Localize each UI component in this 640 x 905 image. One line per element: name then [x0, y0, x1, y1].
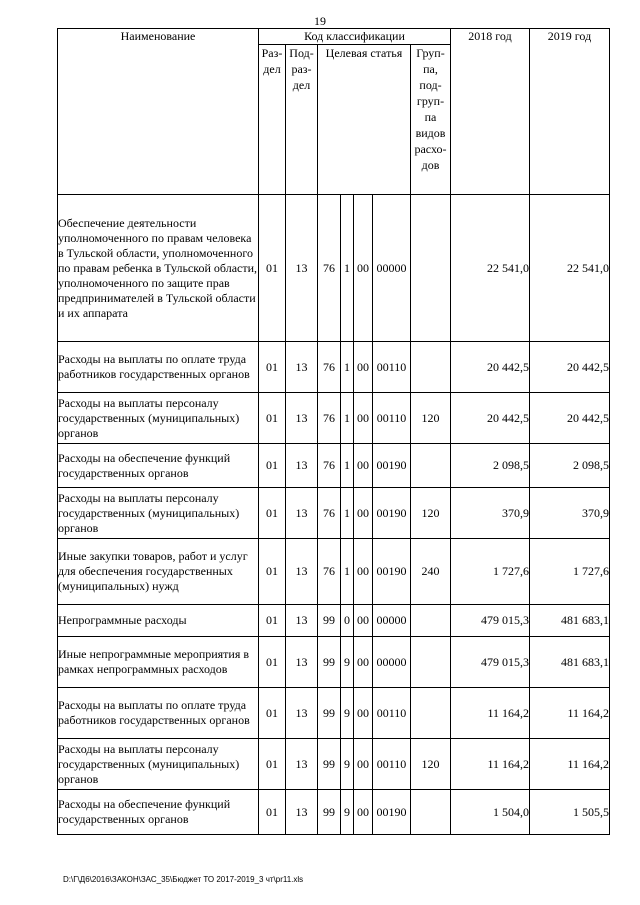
row-name: Расходы на выплаты персоналу государственных (муниципальных) органов: [58, 393, 259, 444]
row-expense-group: [411, 444, 451, 488]
row-target-program: 99: [318, 637, 341, 688]
row-podrazdel: 13: [286, 688, 318, 739]
row-target-direction: 00: [354, 688, 373, 739]
row-target-program: 76: [318, 539, 341, 605]
row-amount-2019: 1 505,5: [530, 790, 610, 835]
row-target-subprogram: 9: [341, 790, 354, 835]
row-amount-2019: 11 164,2: [530, 739, 610, 790]
row-podrazdel: 13: [286, 739, 318, 790]
row-amount-2018: 2 098,5: [451, 444, 530, 488]
row-target-subprogram: 9: [341, 739, 354, 790]
row-target-program: 99: [318, 605, 341, 637]
row-amount-2018: 11 164,2: [451, 688, 530, 739]
row-expense-group: [411, 790, 451, 835]
table-row: [58, 488, 610, 539]
table-row: [58, 637, 610, 688]
row-target-subprogram: 1: [341, 393, 354, 444]
row-amount-2019: 22 541,0: [530, 195, 610, 342]
row-target-direction: 00: [354, 790, 373, 835]
row-razdel: 01: [259, 488, 286, 539]
row-podrazdel: 13: [286, 393, 318, 444]
row-amount-2019: 1 727,6: [530, 539, 610, 605]
row-target-program: 76: [318, 393, 341, 444]
row-target-program: 76: [318, 195, 341, 342]
header-code-classification: Код классификации: [259, 29, 451, 45]
row-amount-2019: 11 164,2: [530, 688, 610, 739]
header-razdel: Раз- дел: [259, 45, 286, 195]
row-target-direction: 00: [354, 637, 373, 688]
row-name: Расходы на обеспечение функций государственных органов: [58, 790, 259, 835]
row-expense-group: 120: [411, 739, 451, 790]
row-amount-2018: 479 015,3: [451, 637, 530, 688]
row-target-subprogram: 9: [341, 637, 354, 688]
row-target-direction: 00: [354, 488, 373, 539]
row-amount-2018: 11 164,2: [451, 739, 530, 790]
row-amount-2019: 20 442,5: [530, 342, 610, 393]
row-amount-2018: 1 504,0: [451, 790, 530, 835]
row-amount-2018: 22 541,0: [451, 195, 530, 342]
row-name: Расходы на выплаты персоналу государственных (муниципальных) органов: [58, 488, 259, 539]
row-expense-group: [411, 688, 451, 739]
row-amount-2019: 481 683,1: [530, 637, 610, 688]
row-podrazdel: 13: [286, 488, 318, 539]
row-amount-2019: 2 098,5: [530, 444, 610, 488]
header-podrazdel: Под- раз- дел: [286, 45, 318, 195]
row-target-program: 99: [318, 790, 341, 835]
row-target-code: 00190: [373, 488, 411, 539]
row-target-code: 00000: [373, 637, 411, 688]
row-amount-2018: 20 442,5: [451, 393, 530, 444]
row-name: Иные закупки товаров, работ и услуг для обеспечения государственных (муниципальных) нужд: [58, 539, 259, 605]
row-razdel: 01: [259, 739, 286, 790]
row-expense-group: 120: [411, 393, 451, 444]
row-target-code: 00190: [373, 790, 411, 835]
row-target-code: 00000: [373, 195, 411, 342]
header-target-article: Целевая статья: [318, 45, 411, 195]
row-podrazdel: 13: [286, 195, 318, 342]
row-target-direction: 00: [354, 393, 373, 444]
row-amount-2019: 370,9: [530, 488, 610, 539]
row-amount-2018: 479 015,3: [451, 605, 530, 637]
row-target-program: 99: [318, 688, 341, 739]
row-target-program: 76: [318, 488, 341, 539]
page-number: 19: [314, 14, 326, 28]
row-expense-group: 120: [411, 488, 451, 539]
row-podrazdel: 13: [286, 444, 318, 488]
table-row: [58, 195, 610, 342]
row-target-code: 00110: [373, 739, 411, 790]
row-amount-2019: 20 442,5: [530, 393, 610, 444]
table-row: [58, 342, 610, 393]
row-target-subprogram: 1: [341, 444, 354, 488]
row-target-subprogram: 1: [341, 539, 354, 605]
row-amount-2018: 20 442,5: [451, 342, 530, 393]
row-razdel: 01: [259, 790, 286, 835]
row-name: Иные непрограммные мероприятия в рамках непрограммных расходов: [58, 637, 259, 688]
table-row: [58, 444, 610, 488]
row-target-direction: 00: [354, 739, 373, 790]
header-year-2019: 2019 год: [530, 29, 610, 195]
row-name: Расходы на выплаты персоналу государственных (муниципальных) органов: [58, 739, 259, 790]
row-target-direction: 00: [354, 195, 373, 342]
row-target-subprogram: 1: [341, 342, 354, 393]
row-podrazdel: 13: [286, 637, 318, 688]
row-target-code: 00190: [373, 444, 411, 488]
row-razdel: 01: [259, 393, 286, 444]
row-target-subprogram: 1: [341, 195, 354, 342]
row-razdel: 01: [259, 637, 286, 688]
budget-table: [57, 28, 610, 835]
row-expense-group: [411, 342, 451, 393]
row-expense-group: 240: [411, 539, 451, 605]
table-row: [58, 688, 610, 739]
row-razdel: 01: [259, 195, 286, 342]
table-row: [58, 790, 610, 835]
table-row: [58, 539, 610, 605]
row-target-subprogram: 1: [341, 488, 354, 539]
row-razdel: 01: [259, 342, 286, 393]
row-target-program: 76: [318, 444, 341, 488]
row-razdel: 01: [259, 539, 286, 605]
row-razdel: 01: [259, 444, 286, 488]
table-row: [58, 393, 610, 444]
row-expense-group: [411, 637, 451, 688]
row-target-direction: 00: [354, 444, 373, 488]
table-row: [58, 605, 610, 637]
row-target-program: 76: [318, 342, 341, 393]
table-row: [58, 739, 610, 790]
row-target-direction: 00: [354, 539, 373, 605]
row-podrazdel: 13: [286, 539, 318, 605]
row-amount-2019: 481 683,1: [530, 605, 610, 637]
row-name: Расходы на выплаты по оплате труда работников государственных органов: [58, 342, 259, 393]
row-target-program: 99: [318, 739, 341, 790]
row-name: Расходы на выплаты по оплате труда работников государственных органов: [58, 688, 259, 739]
row-target-code: 00190: [373, 539, 411, 605]
row-target-direction: 00: [354, 342, 373, 393]
row-podrazdel: 13: [286, 790, 318, 835]
row-podrazdel: 13: [286, 342, 318, 393]
row-name: Расходы на обеспечение функций государственных органов: [58, 444, 259, 488]
row-expense-group: [411, 605, 451, 637]
row-razdel: 01: [259, 605, 286, 637]
row-target-subprogram: 9: [341, 688, 354, 739]
row-amount-2018: 370,9: [451, 488, 530, 539]
row-target-code: 00110: [373, 342, 411, 393]
row-name: Непрограммные расходы: [58, 605, 259, 637]
header-name: Наименование: [58, 29, 259, 195]
footer-file-path: D:\Г\Д6\2016\ЗАКОН\ЗАС_35\Бюджет ТО 2017-2019_3 чт\pr11.xls: [63, 875, 304, 884]
row-target-subprogram: 0: [341, 605, 354, 637]
row-expense-group: [411, 195, 451, 342]
row-razdel: 01: [259, 688, 286, 739]
row-target-code: 00000: [373, 605, 411, 637]
row-target-direction: 00: [354, 605, 373, 637]
header-year-2018: 2018 год: [451, 29, 530, 195]
row-target-code: 00110: [373, 688, 411, 739]
row-name: Обеспечение деятельности уполномоченного по правам человека в Тульской области, уполномоченного по правам ребенка в Тульской области, уполномоченного по защите прав предпринимателей в Тульской области и их аппарата: [58, 195, 259, 342]
row-podrazdel: 13: [286, 605, 318, 637]
row-target-code: 00110: [373, 393, 411, 444]
header-group: Груп- па, под- груп- па видов расхо- дов: [411, 45, 451, 195]
row-amount-2018: 1 727,6: [451, 539, 530, 605]
